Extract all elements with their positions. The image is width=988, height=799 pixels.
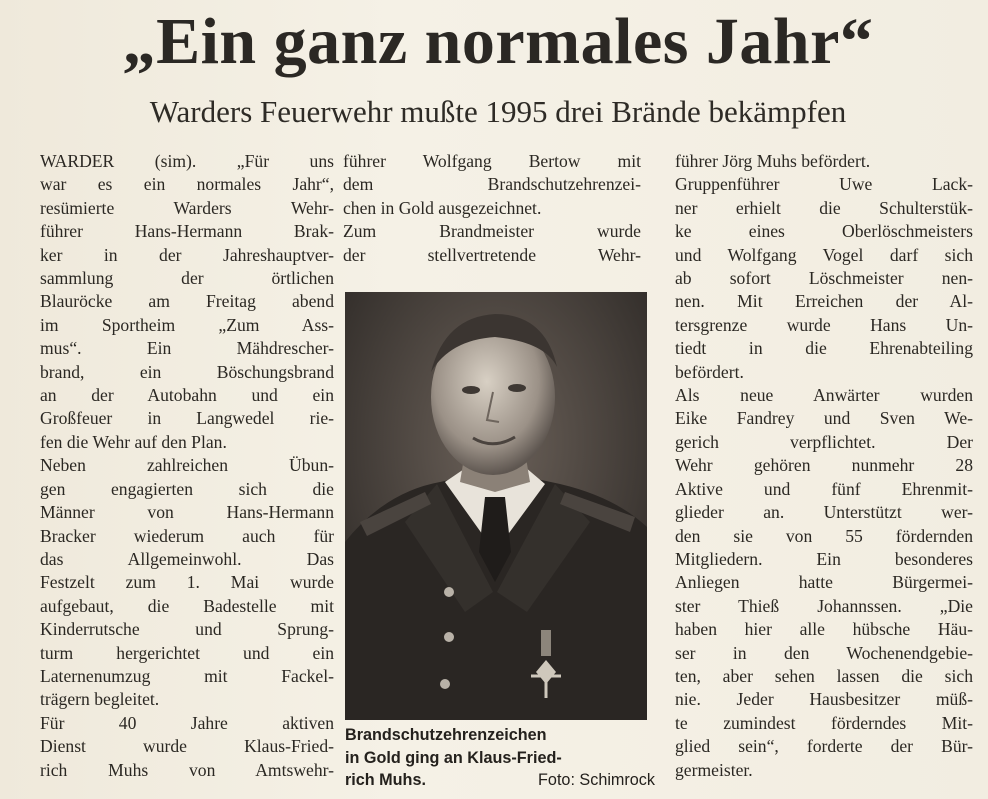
text-column-2 [343, 150, 641, 267]
text-line: Für 40 Jahre aktiven [40, 712, 334, 733]
text-line: Gruppenführer Uwe Lack- [675, 174, 973, 195]
text-line: Eike Fandrey und Sven We- [675, 408, 973, 429]
text-line: nie. Jeder Hausbesitzer müß- [675, 689, 973, 710]
subheadline: Warders Feuerwehr mußte 1995 drei Brände bekämpfen [149, 94, 847, 129]
text-line: nen. Mit Erreichen der Al- [675, 291, 973, 312]
text-line: war es ein normales Jahr“, [40, 174, 334, 195]
text-line: trägern begleitet. [40, 689, 160, 710]
text-line: an der Autobahn und ein [40, 385, 334, 406]
text-line: befördert. [675, 361, 744, 382]
text-line: ke eines Oberlöschmeisters [675, 221, 973, 242]
text-line: Aktive und fünf Ehrenmit- [675, 478, 973, 499]
text-line: rich Muhs von Amtswehr- [40, 759, 334, 780]
text-line: führer Jörg Muhs befördert. [675, 151, 871, 171]
text-column-3 [675, 150, 973, 782]
text-line: tersgrenze wurde Hans Un- [675, 314, 973, 335]
text-column-1 [40, 150, 334, 782]
text-line: brand, ein Böschungsbrand [40, 361, 334, 382]
text-line: Laternenumzug mit Fackel- [40, 665, 334, 686]
text-line: im Sportheim „Zum Ass- [40, 314, 334, 335]
text-line: resümierte Warders Wehr- [40, 197, 334, 218]
text-line: Festzelt zum 1. Mai wurde [40, 572, 334, 593]
text-line: ab sofort Löschmeister nen- [675, 268, 973, 289]
text-line: Als neue Anwärter wurden [675, 385, 973, 406]
portrait-photo-illustration [345, 292, 647, 720]
caption-line-2: in Gold ging an Klaus-Fried- [345, 748, 562, 767]
text-line: te zumindest förderndes Mit- [675, 712, 973, 733]
text-line: chen in Gold ausgezeichnet. [343, 197, 542, 218]
photo-caption [345, 724, 655, 792]
portrait-photo [345, 292, 647, 720]
photo-credit: Foto: Schimrock [538, 771, 655, 789]
text-line: Wehr gehören nunmehr 28 [675, 455, 973, 476]
text-line: ner erhielt die Schulterstük- [675, 197, 973, 218]
caption-line-3: rich Muhs. [345, 771, 426, 789]
text-line: Zum Brandmeister wurde [343, 221, 641, 242]
text-line: das Allgemeinwohl. Das [40, 548, 334, 569]
headline: „Ein ganz normales Jahr“ [122, 5, 874, 78]
text-line: tiedt in die Ehrenabteiling [675, 338, 973, 359]
text-line: gerich verpflichtet. Der [675, 431, 973, 452]
text-line: Blauröcke am Freitag abend [40, 291, 334, 312]
text-line: Männer von Hans-Hermann [40, 502, 334, 523]
text-line: glied sein“, forderte der Bür- [675, 736, 973, 757]
text-line: dem Brandschutzehrenzei- [343, 174, 641, 195]
text-line: mus“. Ein Mähdrescher- [40, 338, 334, 359]
text-line: Bracker wiederum auch für [40, 525, 334, 546]
text-line: der stellvertretende Wehr- [343, 244, 641, 265]
text-line: Dienst wurde Klaus-Fried- [40, 736, 334, 757]
text-line: aufgebaut, die Badestelle mit [40, 595, 334, 616]
text-line: ser in den Wochenendgebie- [675, 642, 973, 663]
text-line: ster Thieß Johannssen. „Die [675, 595, 973, 616]
text-line: ten, aber sehen lassen die sich [675, 665, 973, 686]
text-line: führer Wolfgang Bertow mit [343, 151, 641, 171]
text-line: WARDER (sim). „Für uns [40, 151, 334, 171]
text-line: Großfeuer in Langwedel rie- [40, 408, 334, 429]
text-line: Mitgliedern. Ein besonderes [675, 548, 973, 569]
caption-line-1: Brandschutzehrenzeichen [345, 726, 547, 744]
text-line: turm hergerichtet und ein [40, 642, 334, 663]
text-line: haben hier alle hübsche Häu- [675, 619, 973, 640]
text-line: Anliegen hatte Bürgermei- [675, 572, 973, 593]
text-line: sammlung der örtlichen [40, 268, 334, 289]
text-line: Kinderrutsche und Sprung- [40, 619, 334, 640]
text-line: gen engagierten sich die [40, 478, 334, 499]
text-line: führer Hans-Hermann Brak- [40, 221, 334, 242]
text-line: ker in der Jahreshauptver- [40, 244, 334, 265]
text-line: fen die Wehr auf den Plan. [40, 431, 227, 452]
text-line: glieder an. Unterstützt wer- [675, 502, 973, 523]
text-line: germeister. [675, 759, 753, 780]
text-line: Neben zahlreichen Übun- [40, 455, 334, 476]
text-line: den sie von 55 fördernden [675, 525, 973, 546]
text-line: und Wolfgang Vogel darf sich [675, 244, 973, 265]
